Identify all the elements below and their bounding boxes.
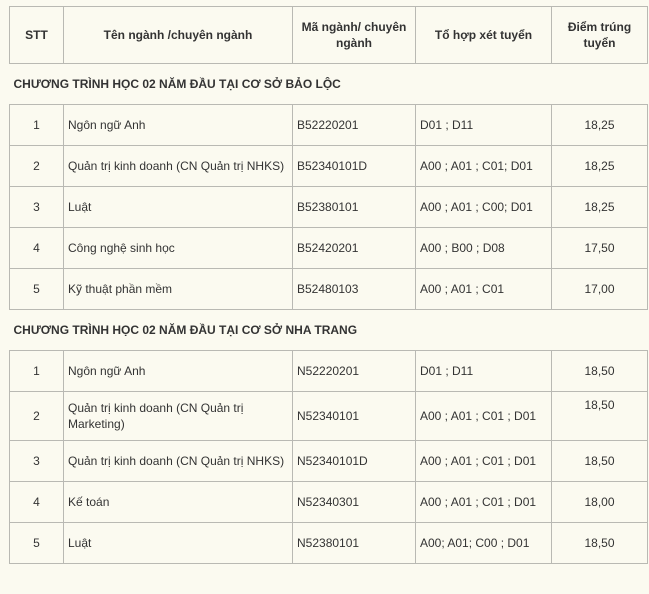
cell-name: Kế toán	[64, 482, 293, 523]
cell-name: Quản trị kinh doanh (CN Quản trị NHKS)	[64, 441, 293, 482]
cell-code: B52220201	[293, 105, 416, 146]
cell-code: N52340101D	[293, 441, 416, 482]
cell-stt: 1	[10, 105, 64, 146]
cell-name: Quản trị kinh doanh (CN Quản trị NHKS)	[64, 146, 293, 187]
cell-stt: 3	[10, 441, 64, 482]
section-title: CHƯƠNG TRÌNH HỌC 02 NĂM ĐẦU TẠI CƠ SỞ BẢO LỘC	[10, 64, 648, 105]
cell-score: 17,00	[552, 269, 648, 310]
table-row	[10, 228, 648, 269]
cell-score: 18,25	[552, 146, 648, 187]
cell-combo: A00 ; A01 ; C01 ; D01	[416, 482, 552, 523]
cell-combo: A00 ; A01 ; C01; D01	[416, 146, 552, 187]
cell-stt: 4	[10, 482, 64, 523]
table-row	[10, 187, 648, 228]
cell-score: 17,50	[552, 228, 648, 269]
cell-name: Công nghệ sinh học	[64, 228, 293, 269]
cell-score: 18,50	[552, 351, 648, 392]
cell-combo: D01 ; D11	[416, 105, 552, 146]
cell-score: 18,50	[552, 392, 648, 441]
cell-stt: 4	[10, 228, 64, 269]
cell-code: N52380101	[293, 523, 416, 564]
section-header	[10, 64, 648, 105]
cell-name: Ngôn ngữ Anh	[64, 105, 293, 146]
cell-code: B52420201	[293, 228, 416, 269]
cell-stt: 2	[10, 392, 64, 441]
cell-stt: 1	[10, 351, 64, 392]
table-row	[10, 482, 648, 523]
table-row	[10, 523, 648, 564]
header-name: Tên ngành /chuyên ngành	[64, 7, 293, 64]
cell-score: 18,00	[552, 482, 648, 523]
header-row	[10, 7, 648, 64]
table-row	[10, 392, 648, 441]
cell-score: 18,50	[552, 441, 648, 482]
section-header	[10, 310, 648, 351]
cell-code: N52340101	[293, 392, 416, 441]
cell-name: Luật	[64, 187, 293, 228]
cell-score: 18,25	[552, 105, 648, 146]
cell-combo: A00 ; A01 ; C00; D01	[416, 187, 552, 228]
cell-code: B52480103	[293, 269, 416, 310]
cell-code: N52220201	[293, 351, 416, 392]
table-row	[10, 146, 648, 187]
cell-combo: A00; A01; C00 ; D01	[416, 523, 552, 564]
header-code: Mã ngành/ chuyên ngành	[293, 7, 416, 64]
admission-scores-table	[9, 6, 648, 594]
cell-combo: D01 ; D11	[416, 351, 552, 392]
cell-stt: 3	[10, 187, 64, 228]
cell-combo: A00 ; A01 ; C01 ; D01	[416, 392, 552, 441]
cell-name: Quản trị kinh doanh (CN Quản trị Marketing)	[64, 392, 293, 441]
header-score: Điểm trúng tuyển	[552, 7, 648, 64]
cell-combo: A00 ; A01 ; C01 ; D01	[416, 441, 552, 482]
table-row	[10, 269, 648, 310]
cell-stt: 2	[10, 146, 64, 187]
header-combo: Tổ hợp xét tuyển	[416, 7, 552, 64]
cell-code: B52380101	[293, 187, 416, 228]
cell-stt: 5	[10, 269, 64, 310]
cell-code: B52340101D	[293, 146, 416, 187]
cell-stt: 5	[10, 523, 64, 564]
cell-name: Kỹ thuật phần mềm	[64, 269, 293, 310]
cell-score: 18,25	[552, 187, 648, 228]
section-title: CHƯƠNG TRÌNH HỌC 02 NĂM ĐẦU TẠI CƠ SỞ NHA TRANG	[10, 310, 648, 351]
cell-name: Luật	[64, 523, 293, 564]
cell-score: 18,50	[552, 523, 648, 564]
header-stt: STT	[10, 7, 64, 64]
cell-code: N52340301	[293, 482, 416, 523]
cell-name: Ngôn ngữ Anh	[64, 351, 293, 392]
cell-combo: A00 ; B00 ; D08	[416, 228, 552, 269]
cell-combo: A00 ; A01 ; C01	[416, 269, 552, 310]
table-row	[10, 105, 648, 146]
table-row	[10, 351, 648, 392]
table-row	[10, 441, 648, 482]
